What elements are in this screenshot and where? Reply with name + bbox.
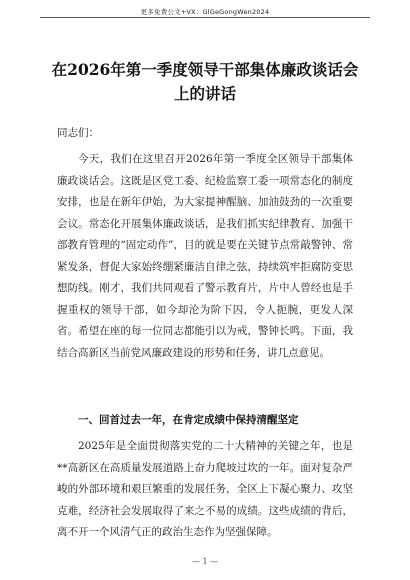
salutation: 同志们： [57,127,99,139]
header-promo-text: 更多免费公文+VX：GlGeGongWen2024 [140,8,270,16]
document-title: 在2026年第一季度领导干部集体廉政谈话会上的讲话 [51,60,359,103]
body-paragraph: 今天，我们在这里召开2026年第一季度全区领导干部集体廉政谈话会。这既是区党工委、纪检监察工委一项常态化的制度安排，也是在新年伊始，为大家提神醒脑、加油鼓劲的一次重要会议。常态化开展集体廉政谈话，是我们抓实纪律教育、加强干部教育管理的“固定动作”，目的就是要在关键节点常敲警钟、常紧发条，督促大家始终绷紧廉洁自律之弦，持续筑牢拒腐防变思想防线。刚才，我们共同观看了警示教育片，片中人曾经也是手握重权的领导干部，如今却沦为阶下囚，令人扼腕，更发人深省。希望在座的每一位同志都能引以为戒，警钟长鸣。下面，我结合高新区当前党风廉政建设的形势和任务，讲几点意见。 [57,153,353,359]
header-divider [40,17,370,18]
page-number: — 1 — [191,557,219,566]
section-heading: 一、回首过去一年，在肯定成绩中保持清醒坚定 [78,414,299,426]
section-paragraph: 2025年是全面贯彻落实党的二十大精神的关键之年，也是**高新区在高质量发展道路上奋力爬坡过坎的一年。面对复杂严峻的外部环境和艰巨繁重的发展任务，全区上下凝心聚力、攻坚克难，经济社会发展取得了来之不易的成绩。这些成绩的背后，离不开一个风清气正的政治生态作为坚强保障。 [57,440,353,538]
